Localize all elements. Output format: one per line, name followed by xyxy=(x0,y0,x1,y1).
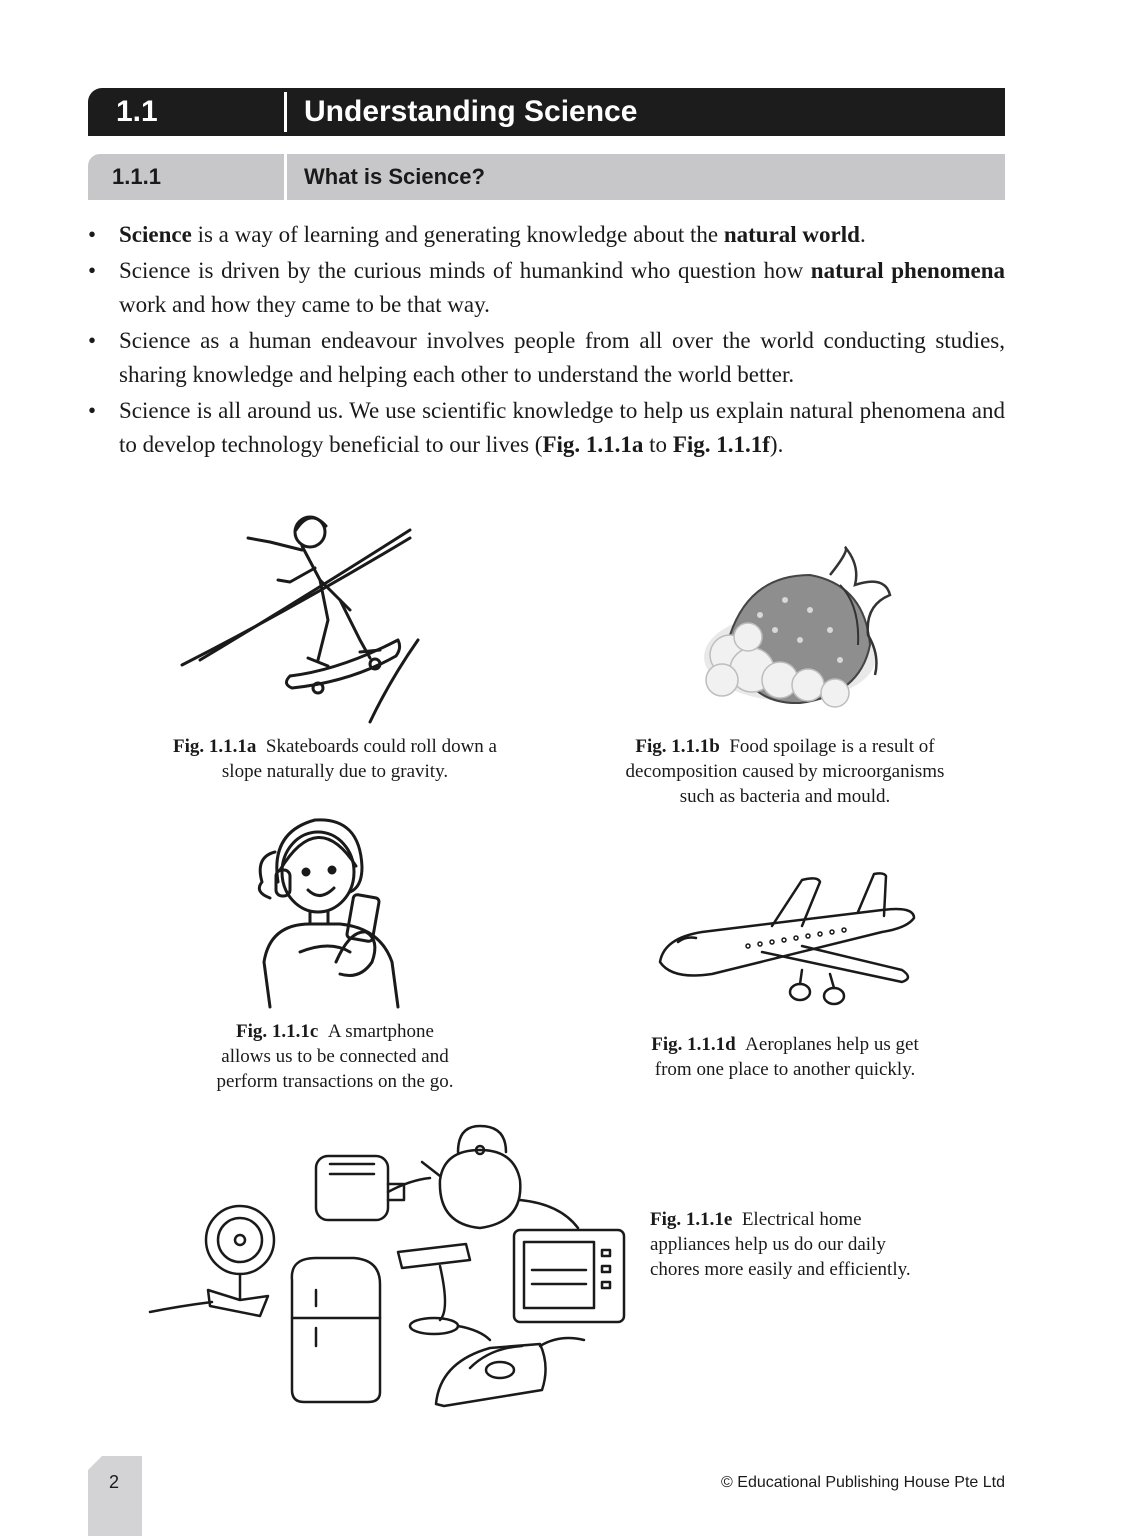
microwave-icon xyxy=(514,1230,624,1322)
figure-caption-a xyxy=(140,734,530,784)
figure-caption-e xyxy=(650,1207,970,1282)
aeroplane-illustration xyxy=(652,866,922,1006)
figure-label: Fig. 1.1.1c xyxy=(236,1021,319,1042)
caption-line: such as bacteria and mould. xyxy=(679,786,891,807)
kettle-icon xyxy=(422,1126,578,1228)
section-heading-bar xyxy=(88,88,1005,136)
page-number: 2 xyxy=(109,1472,120,1492)
figure-label: Fig. 1.1.1a xyxy=(172,736,257,757)
figure-ref: Fig. 1.1.1f xyxy=(672,432,770,457)
bold-term: natural phenomena xyxy=(810,258,1005,283)
subsection-heading-bar xyxy=(88,154,1005,200)
text-run: is a way of learning and generating knowledge about the xyxy=(191,222,724,247)
bold-term: Science xyxy=(119,222,192,247)
mouldy-strawberry-illustration xyxy=(690,545,900,715)
figure-ref: Fig. 1.1.1a xyxy=(542,432,644,457)
copyright-notice: © Educational Publishing House Pte Ltd xyxy=(721,1474,1005,1491)
caption-line: perform transactions on the go. xyxy=(216,1071,454,1092)
figure-label: Fig. 1.1.1d xyxy=(651,1034,736,1055)
heading-separator xyxy=(284,92,287,132)
figure-label: Fig. 1.1.1e xyxy=(650,1209,733,1230)
bullet-item xyxy=(88,254,1005,322)
bullet-item xyxy=(88,324,1005,392)
clothes-iron-icon xyxy=(436,1338,584,1406)
refrigerator-icon xyxy=(292,1258,380,1402)
caption-line: Food spoilage is a result of xyxy=(729,736,935,757)
section-number: 1.1 xyxy=(116,95,158,128)
bullet-list xyxy=(88,218,1005,464)
figure-caption-c xyxy=(170,1019,500,1094)
caption-line: chores more easily and efficiently. xyxy=(650,1259,911,1280)
text-run: Science is driven by the curious minds of humankind who question how xyxy=(119,258,811,283)
subsection-title: What is Science? xyxy=(304,164,485,189)
caption-line: decomposition caused by microorganisms xyxy=(625,761,945,782)
figure-caption-d xyxy=(610,1032,960,1082)
subheading-separator xyxy=(284,154,287,200)
girl-with-smartphone-illustration xyxy=(240,812,420,1012)
caption-line: slope naturally due to gravity. xyxy=(221,761,449,782)
figure-label: Fig. 1.1.1b xyxy=(635,736,720,757)
toaster-icon xyxy=(316,1156,430,1220)
caption-line: Electrical home xyxy=(741,1209,862,1230)
caption-line: Aeroplanes help us get xyxy=(745,1034,919,1055)
bullet-item xyxy=(88,394,1005,462)
text-run: Science is all around us. We use scientific knowledge to help us explain natural phenomena and to develop technology beneficial to our lives ( xyxy=(119,398,1005,457)
home-appliances-illustration xyxy=(140,1120,640,1420)
section-title: Understanding Science xyxy=(304,95,638,128)
text-run: to xyxy=(643,432,673,457)
caption-line: appliances help us do our daily xyxy=(650,1234,886,1255)
subsection-number: 1.1.1 xyxy=(112,164,161,189)
text-run: Science as a human endeavour involves people from all over the world conducting studies, sharing knowledge and helping each other to understand the world better. xyxy=(119,328,1005,387)
caption-line: A smartphone xyxy=(327,1021,434,1042)
text-run: . xyxy=(859,222,866,247)
desk-lamp-icon xyxy=(398,1244,490,1340)
text-run: ). xyxy=(769,432,784,457)
page-number-tab xyxy=(88,1456,142,1536)
caption-line: allows us to be connected and xyxy=(221,1046,449,1067)
figure-caption-b xyxy=(590,734,980,809)
caption-line: from one place to another quickly. xyxy=(654,1059,916,1080)
skateboarder-illustration xyxy=(170,490,420,730)
caption-line: Skateboards could roll down a xyxy=(265,736,497,757)
fan-icon xyxy=(150,1206,274,1316)
bullet-item xyxy=(88,218,1005,252)
bold-term: natural world xyxy=(723,222,860,247)
text-run: work and how they came to be that way. xyxy=(119,292,490,317)
